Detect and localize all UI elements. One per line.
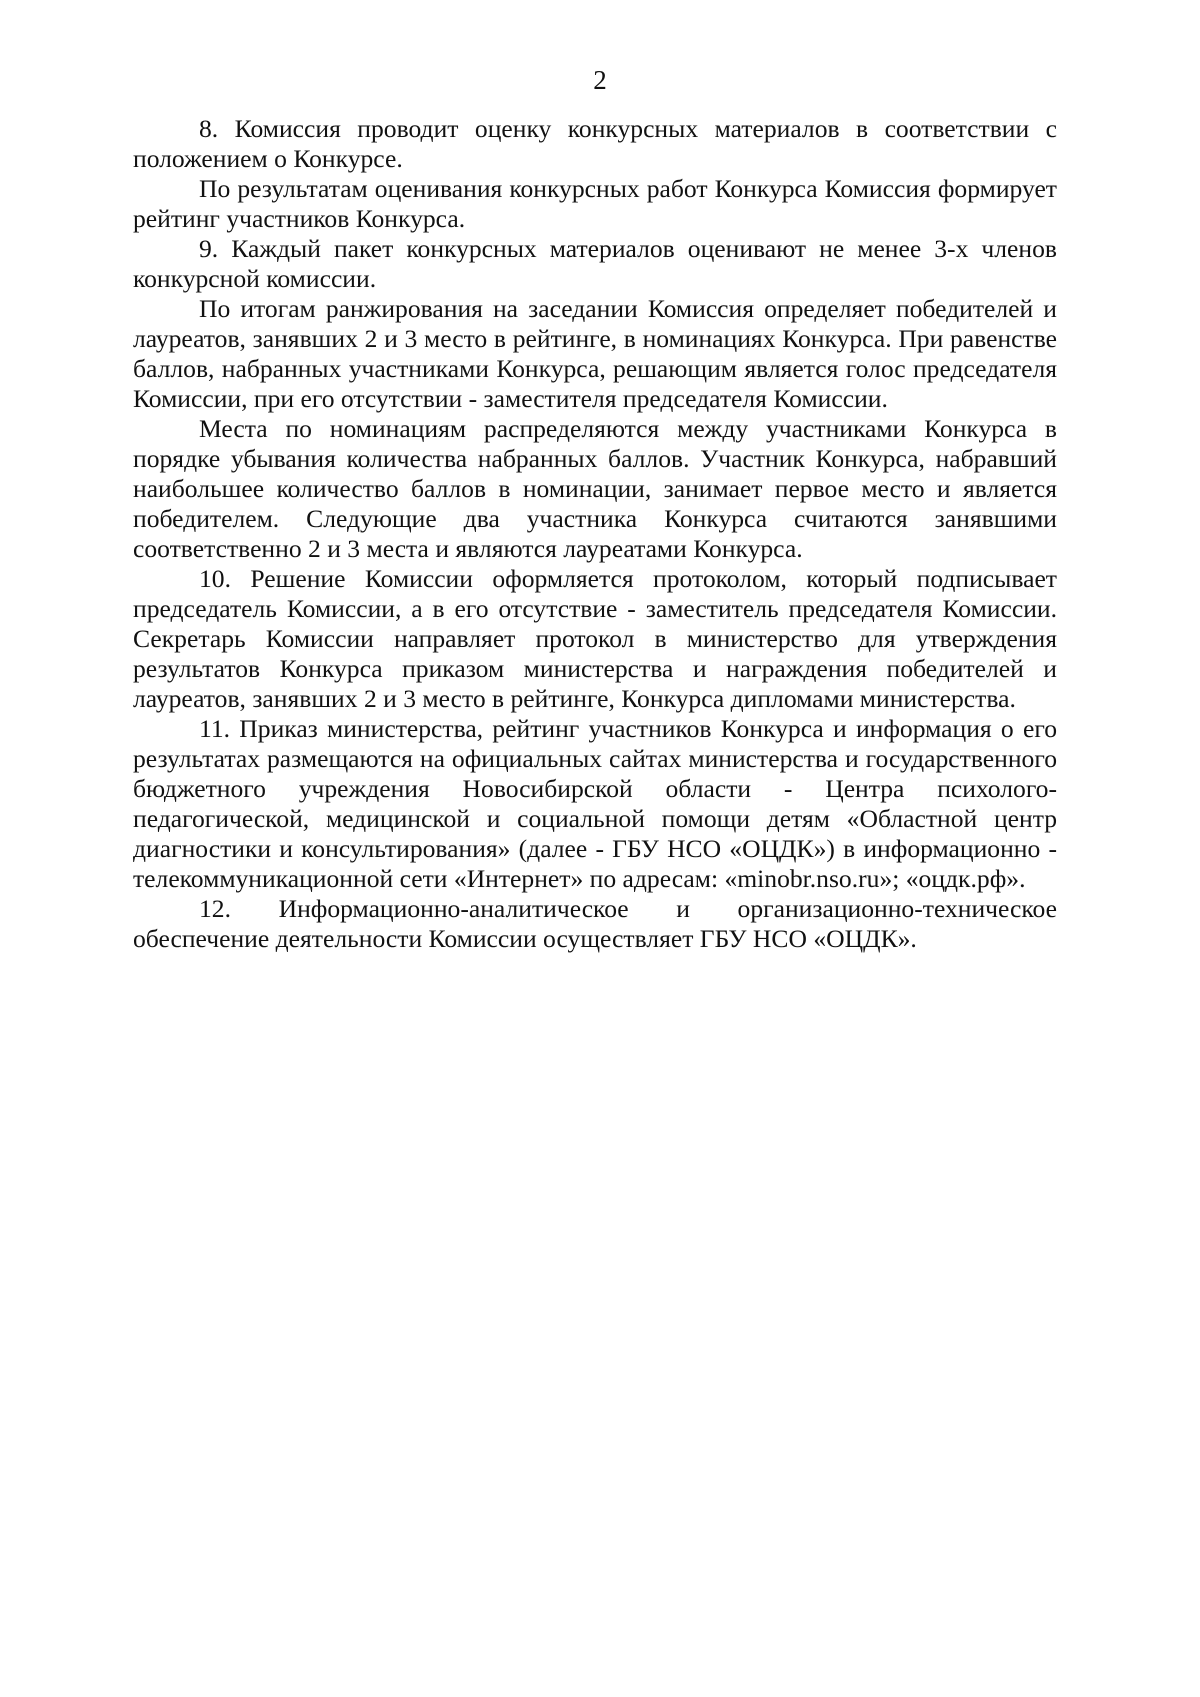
paragraph-10: 10. Решение Комиссии оформляется протоколом, который подписывает председатель Комиссии, а в его отсутствие - заместитель председателя Комиссии. Секретарь Комиссии направляет протокол в министерство для утверждения результатов Конкурса приказом министерства и награждения победителей и лауреатов, занявших 2 и 3 место в рейтинге, Конкурса дипломами министерства. xyxy=(133,564,1057,713)
paragraph-ranking: По итогам ранжирования на заседании Комиссия определяет победителей и лауреатов, занявших 2 и 3 место в рейтинге, в номинациях Конкурса. При равенстве баллов, набранных участниками Конкурса, решающим является голос председателя Комиссии, при его отсутствии - заместителя председателя Комиссии. xyxy=(133,294,1057,413)
page-number: 2 xyxy=(593,65,607,95)
paragraph-places: Места по номинациям распределяются между участниками Конкурса в порядке убывания количества набранных баллов. Участник Конкурса, набравший наибольшее количество баллов в номинации, занимает первое место и является победителем. Следующие два участника Конкурса считаются занявшими соответственно 2 и 3 места и являются лауреатами Конкурса. xyxy=(133,414,1057,563)
paragraph-8: 8. Комиссия проводит оценку конкурсных материалов в соответствии с положением о Конкурсе. xyxy=(133,114,1057,173)
document-body xyxy=(133,114,1057,954)
paragraph-rating: По результатам оценивания конкурсных работ Конкурса Комиссия формирует рейтинг участников Конкурса. xyxy=(133,174,1057,233)
paragraph-9: 9. Каждый пакет конкурсных материалов оценивают не менее 3-х членов конкурсной комиссии. xyxy=(133,234,1057,293)
paragraph-11: 11. Приказ министерства, рейтинг участников Конкурса и информация о его результатах размещаются на официальных сайтах министерства и государственного бюджетного учреждения Новосибирской области - Центра психолого-педагогической, медицинской и социальной помощи детям «Областной центр диагностики и консультирования» (далее - ГБУ НСО «ОЦДК») в информационно - телекоммуникационной сети «Интернет» по адресам: «minobr.nso.ru»; «оцдк.рф». xyxy=(133,714,1057,893)
paragraph-12: 12. Информационно-аналитическое и организационно-техническое обеспечение деятельности Комиссии осуществляет ГБУ НСО «ОЦДК». xyxy=(133,894,1057,953)
